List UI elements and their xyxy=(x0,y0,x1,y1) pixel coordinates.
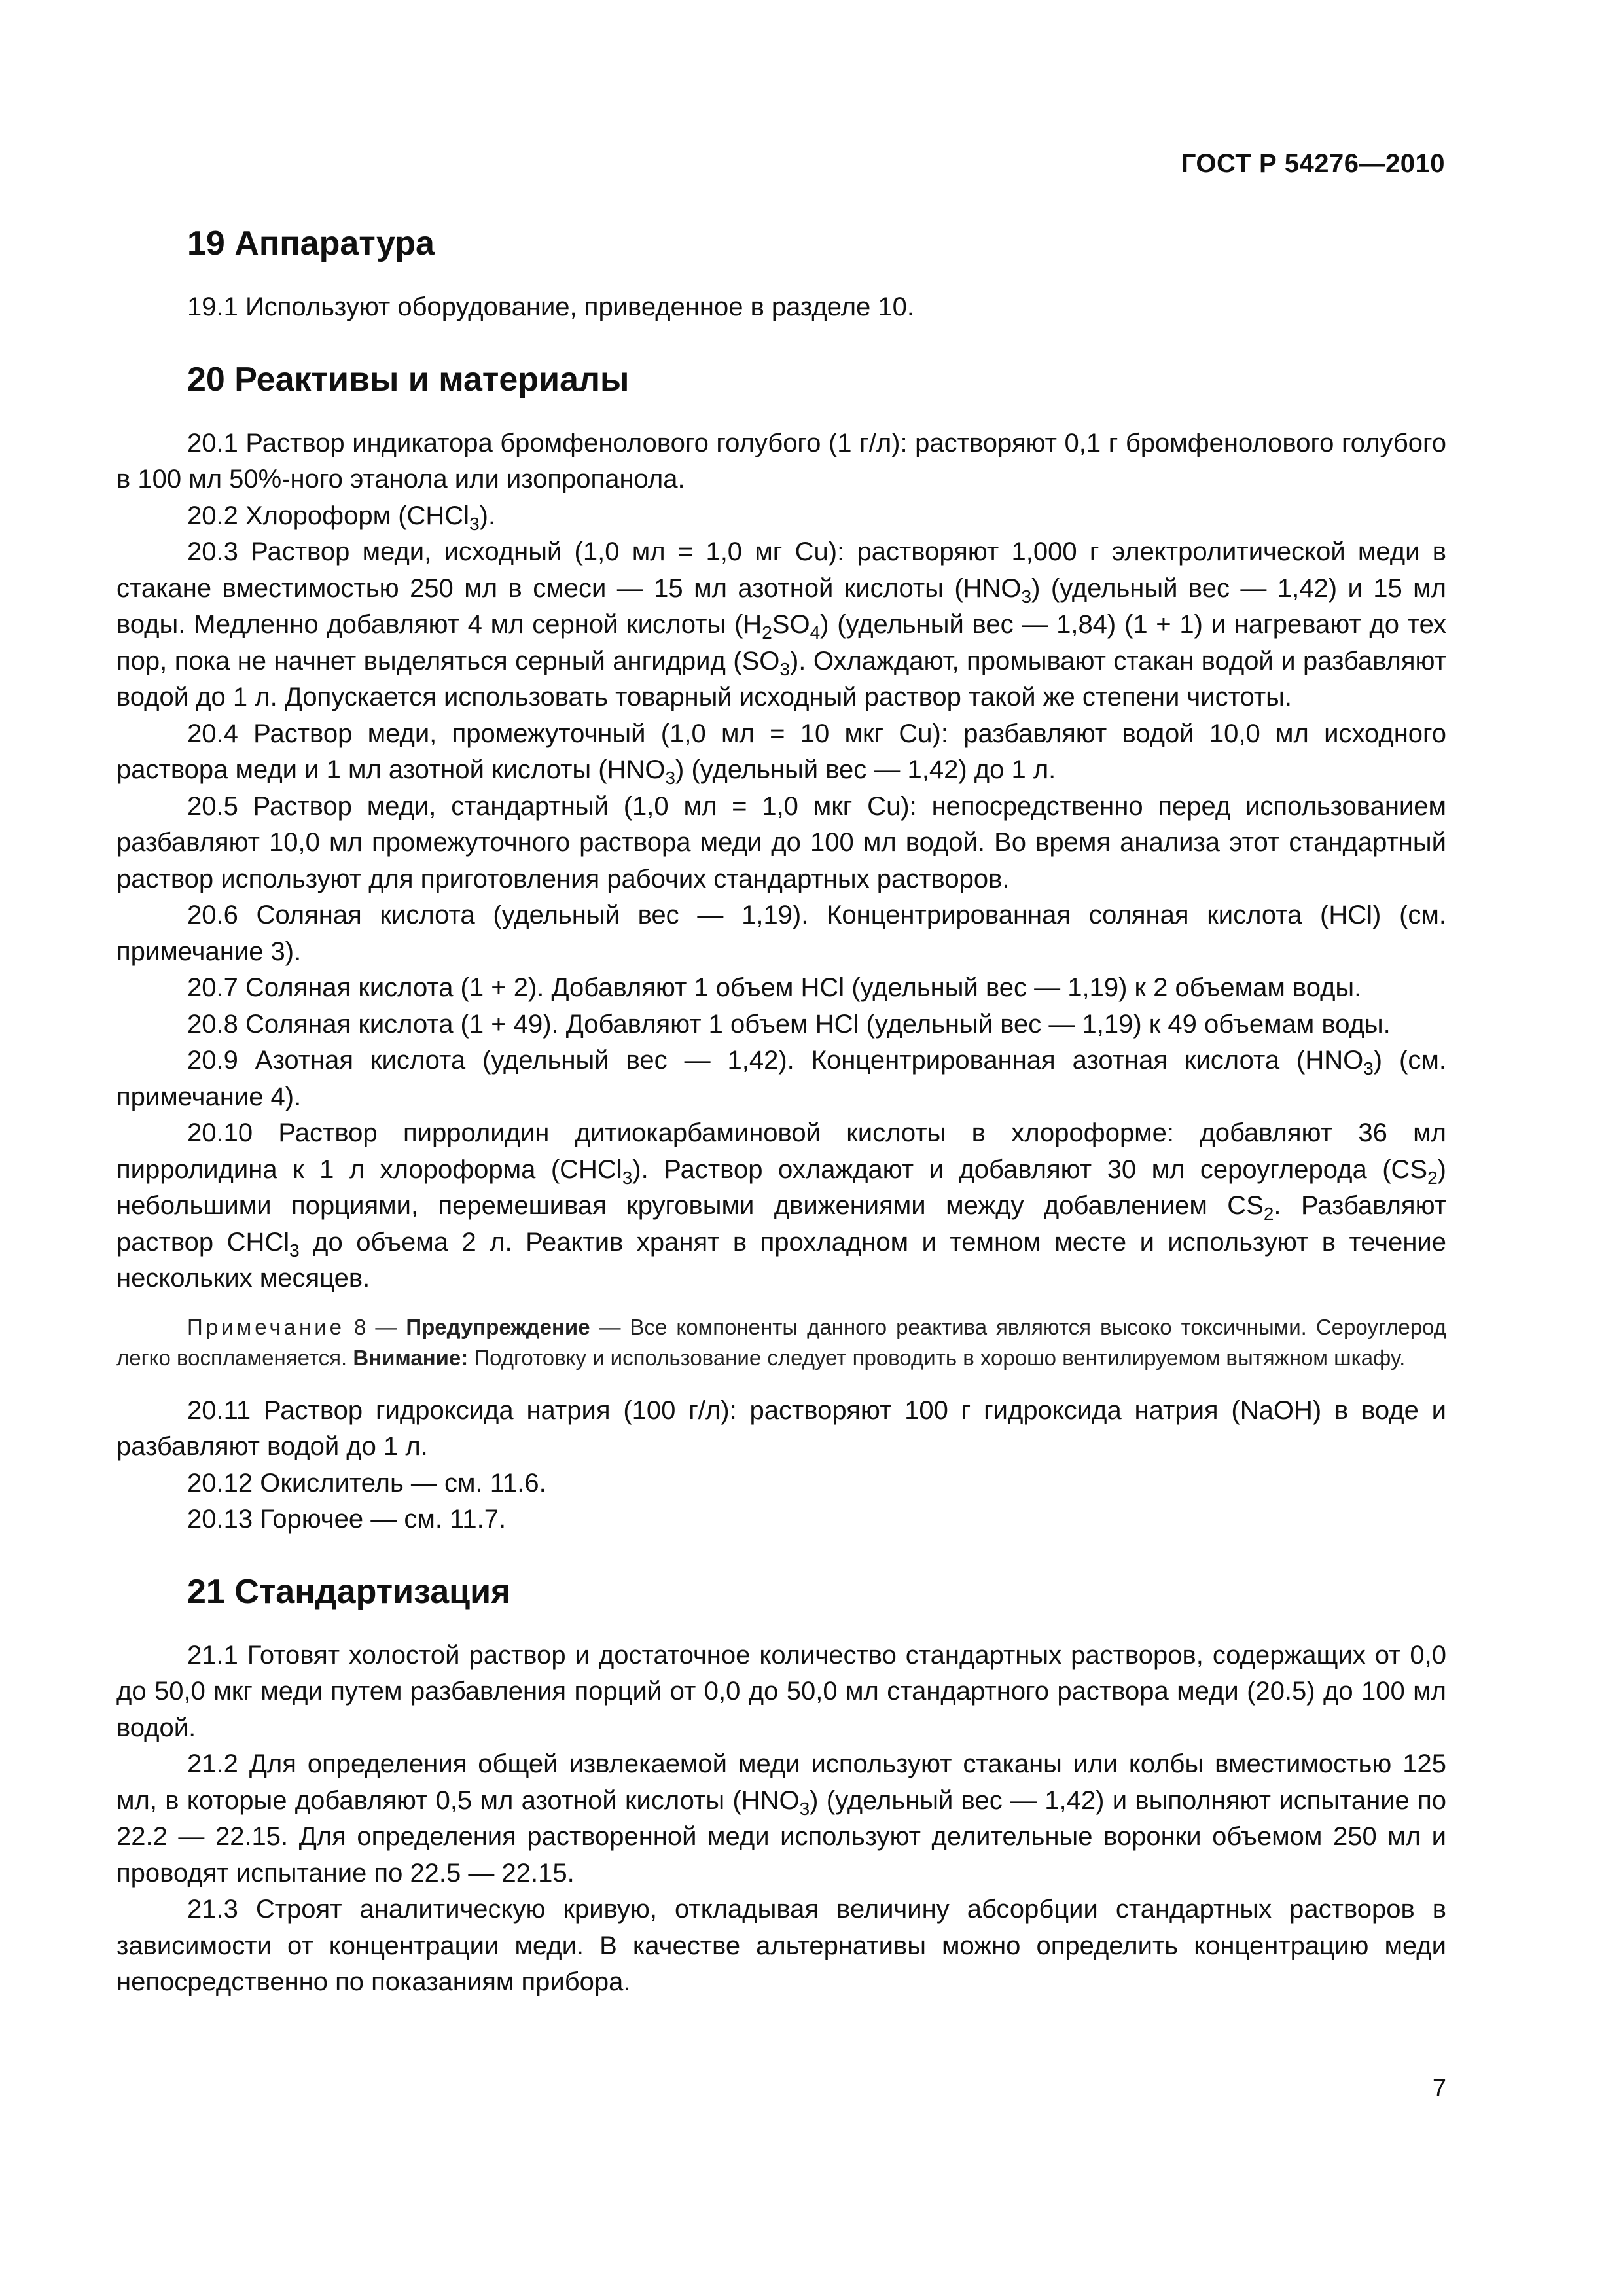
paragraph-20-8: 20.8 Соляная кислота (1 + 49). Добавляют 1 объем HCl (удельный вес — 1,19) к 49 объемам воды. xyxy=(187,1009,1391,1039)
paragraph-21-1: 21.1 Готовят холостой раствор и достаточное количество стандартных растворов, содержащих от 0,0 до 50,0 мкг меди путем разбавления порций от 0,0 до 50,0 мл стандартного раствора меди (20.5) до 100 мл водой. xyxy=(116,1640,1446,1742)
note-label: Примечание xyxy=(187,1314,346,1339)
note-warning: Предупреждение xyxy=(406,1314,590,1339)
paragraph-20-3: 20.3 Раствор меди, исходный (1,0 мл = 1,0 мг Cu): растворяют 1,000 г электролитической меди в стакане вместимостью 250 мл в смеси — 15 мл азотной кислоты $(HNO_3)$ (удельный вес — 1,42) и 15 мл воды. Медленно добавляют 4 мл серной кислоты $(H_2SO_4)$ (удельный вес — 1,84) (1 + 1) и нагревают до тех пор, пока не начнет выделяться серный ангидрид $(SO_3)$. Охлаждают, промывают стакан водой и разбавляют водой до 1 л. Допускается использовать товарный исходный раствор такой же степени чистоты. xyxy=(116,537,1446,711)
paragraph-20-4: 20.4 Раствор меди, промежуточный (1,0 мл = 10 мкг Cu): разбавляют водой 10,0 мл исходного раствора меди и 1 мл азотной кислоты $(HNO_3)$ (удельный вес — 1,42) до 1 л. xyxy=(116,719,1446,788)
paragraph-20-1: 20.1 Раствор индикатора бромфенолового голубого (1 г/л): растворяют 0,1 г бромфенолового голубого в 100 мл 50%-ного этанола или изопропанола. xyxy=(116,428,1446,493)
paragraph-20-2: 20.2 Хлороформ (CHCl$_3$). xyxy=(187,501,496,534)
paragraph-20-5: 20.5 Раствор меди, стандартный (1,0 мл = 1,0 мкг Cu): непосредственно перед использованием разбавляют 10,0 мл промежуточного раствора меди до 100 мл водой. Во время анализа этот стандартный раствор используют для приготовления рабочих стандартных растворов. xyxy=(116,791,1446,893)
note-8: Примечание 8 — Предупреждение — Все компоненты данного реактива являются высоко токсичными. Сероуглерод легко воспламеняется. Внимание: Подготовку и использование следует проводить в хорошо вентилируемом вытяжном шкафу. xyxy=(116,1314,1447,1370)
paragraph-20-6: 20.6 Соляная кислота (удельный вес — 1,19). Концентрированная соляная кислота (HCl) (см. примечание 3). xyxy=(116,901,1446,966)
page-number: 7 xyxy=(1432,2075,1446,2102)
paragraph-20-10: 20.10 Раствор пирролидин дитиокарбаминовой кислоты в хлороформе: добавляют 36 мл пирролидина к 1 л хлороформа (CHCl$_3$). Раствор охлаждают и добавляют 30 мл сероуглерода $(CS_2)$ небольшими порциями, перемешивая круговыми движениями между добавлением $CS_2$. Разбавляют раствор CHCl$_3$ до объема 2 л. Реактив хранят в прохладном и темном месте и используют в течение нескольких месяцев. xyxy=(116,1119,1447,1293)
section-20-title: 20 Реактивы и материалы xyxy=(187,360,630,399)
paragraph-20-11: 20.11 Раствор гидроксида натрия (100 г/л): растворяют 100 г гидроксида натрия (NaOH) в воде и разбавляют водой до 1 л. xyxy=(116,1395,1446,1461)
paragraph-21-2: 21.2 Для определения общей извлекаемой меди используют стаканы или колбы вместимостью 125 мл, в которые добавляют 0,5 мл азотной кислоты $(HNO_3)$ (удельный вес — 1,42) и выполняют испытание по 22.2 — 22.15. Для определения растворенной меди используют делительные воронки объемом 250 мл и проводят испытание по 22.5 — 22.15. xyxy=(116,1749,1446,1888)
paragraph-20-9: 20.9 Азотная кислота (удельный вес — 1,42). Концентрированная азотная кислота $(HNO_3)$ (см. примечание 4). xyxy=(116,1046,1446,1111)
note-attention: Внимание: xyxy=(353,1345,469,1370)
paragraph-20-7: 20.7 Соляная кислота (1 + 2). Добавляют 1 объем HCl (удельный вес — 1,19) к 2 объемам воды. xyxy=(187,973,1362,1002)
paragraph-20-12: 20.12 Окислитель — см. 11.6. xyxy=(187,1468,546,1498)
paragraph-21-3: 21.3 Строят аналитическую кривую, откладывая величину абсорбции стандартных растворов в зависимости от концентрации меди. В качестве альтернативы можно определить концентрацию меди непосредственно по показаниям прибора. xyxy=(116,1895,1446,1996)
paragraph-19-1: 19.1 Используют оборудование, приведенное в разделе 10. xyxy=(187,293,914,321)
paragraph-20-13: 20.13 Горючее — см. 11.7. xyxy=(187,1505,507,1534)
section-21-title: 21 Стандартизация xyxy=(187,1572,511,1611)
document-body xyxy=(116,216,1446,2001)
document-code-header: ГОСТ Р 54276—2010 xyxy=(1181,149,1445,178)
section-19-title: 19 Аппаратура xyxy=(187,224,435,262)
